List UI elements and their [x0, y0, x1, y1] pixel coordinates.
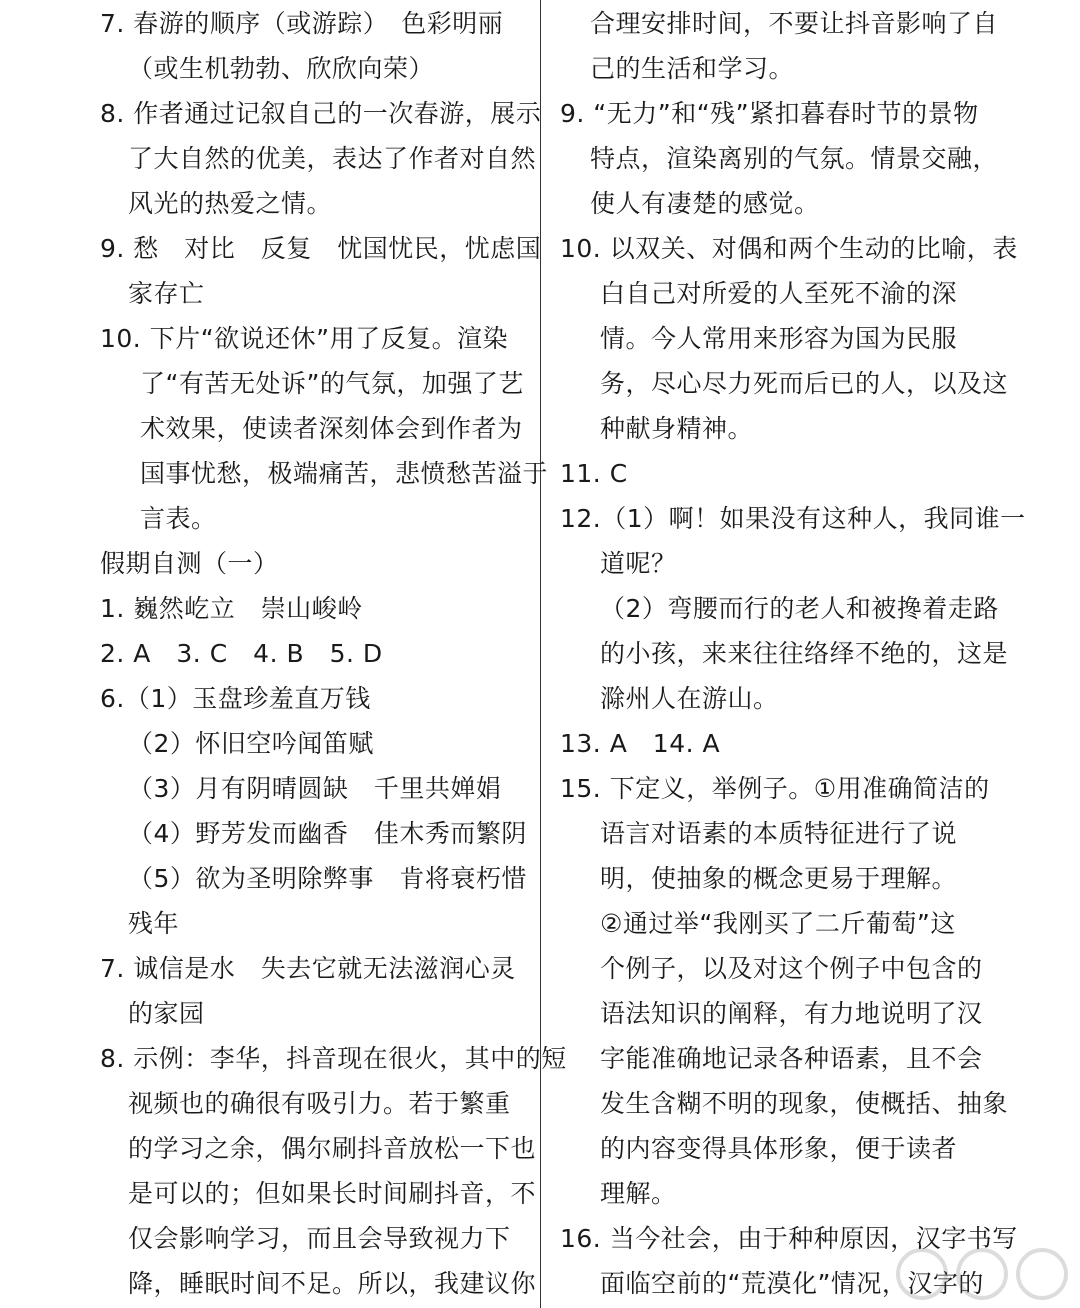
right-line: 种献身精神。: [600, 414, 754, 443]
right-line: 己的生活和学习。: [590, 54, 795, 83]
right-line: 理解。: [600, 1179, 677, 1208]
left-line: （2）怀旧空吟闻笛赋: [128, 729, 374, 758]
right-line: 面临空前的“荒漠化”情况，汉字的: [600, 1269, 984, 1298]
section-heading: 假期自测（一）: [100, 549, 279, 578]
right-line: 明，使抽象的概念更易于理解。: [600, 864, 958, 893]
left-line: 国事忧愁，极端痛苦，悲愤愁苦溢于: [140, 459, 549, 488]
right-line: 15. 下定义，举例子。①用准确简洁的: [560, 774, 990, 803]
right-line: 个例子，以及对这个例子中包含的: [600, 954, 983, 983]
left-line: 10. 下片“欲说还休”用了反复。渲染: [100, 324, 509, 353]
right-line: 13. A 14. A: [560, 729, 721, 758]
left-line: 2. A 3. C 4. B 5. D: [100, 639, 383, 668]
left-line: 视频也的确很有吸引力。若于繁重: [128, 1089, 511, 1118]
left-line: 7. 春游的顺序（或游踪） 色彩明丽: [100, 9, 504, 38]
right-line: 发生含糊不明的现象，使概括、抽象: [600, 1089, 1009, 1118]
left-line: 了“有苦无处诉”的气氛，加强了艺: [140, 369, 524, 398]
left-line: （4）野芳发而幽香 佳木秀而繁阴: [128, 819, 527, 848]
left-line: （5）欲为圣明除弊事 肯将衰朽惜: [128, 864, 527, 893]
right-line: 12.（1）啊！如果没有这种人，我同谁一: [560, 504, 1026, 533]
right-line: 语言对语素的本质特征进行了说: [600, 819, 958, 848]
left-line: 8. 作者通过记叙自己的一次春游，展示: [100, 99, 542, 128]
left-line: 降，睡眠时间不足。所以，我建议你: [128, 1269, 537, 1298]
left-line: 9. 愁 对比 反复 忧国忧民，忧虑国: [100, 234, 542, 263]
left-line: 风光的热爱之情。: [128, 189, 333, 218]
right-line: 11. C: [560, 459, 628, 488]
right-line: 10. 以双关、对偶和两个生动的比喻，表: [560, 234, 1018, 263]
left-line: 的家园: [128, 999, 205, 1028]
right-line: 9. “无力”和“残”紧扣暮春时节的景物: [560, 99, 979, 128]
left-line: 7. 诚信是水 失去它就无法滋润心灵: [100, 954, 516, 983]
right-line: 白自己对所爱的人至死不渝的深: [600, 279, 958, 308]
left-line: （3）月有阴晴圆缺 千里共婵娟: [128, 774, 502, 803]
left-line: 术效果，使读者深刻体会到作者为: [140, 414, 523, 443]
right-line: 特点，渲染离别的气氛。情景交融，: [590, 144, 999, 173]
column-divider: [540, 0, 541, 1308]
right-line: 务，尽心尽力死而后已的人，以及这: [600, 369, 1009, 398]
left-line: 是可以的；但如果长时间刷抖音，不: [128, 1179, 537, 1208]
right-line: 使人有凄楚的感觉。: [590, 189, 820, 218]
right-line: 滁州人在游山。: [600, 684, 779, 713]
left-line: 残年: [128, 909, 180, 938]
left-line: 1. 巍然屹立 崇山峻岭: [100, 594, 363, 623]
left-line: 6.（1）玉盘珍羞直万钱: [100, 684, 371, 713]
right-line: 语法知识的阐释，有力地说明了汉: [600, 999, 983, 1028]
right-line: 的内容变得具体形象，便于读者: [600, 1134, 958, 1163]
right-line: 字能准确地记录各种语素，且不会: [600, 1044, 983, 1073]
right-line: ②通过举“我刚买了二斤葡萄”这: [600, 909, 956, 938]
right-line: 的小孩，来来往往络绎不绝的，这是: [600, 639, 1009, 668]
right-line: 合理安排时间，不要让抖音影响了自: [590, 9, 999, 38]
left-line: 8. 示例：李华，抖音现在很火，其中的短: [100, 1044, 567, 1073]
right-line: 情。今人常用来形容为国为民服: [600, 324, 958, 353]
watermark-logo-icon: [892, 1244, 1072, 1304]
left-line: 的学习之余，偶尔刷抖音放松一下也: [128, 1134, 537, 1163]
left-line: 仅会影响学习，而且会导致视力下: [128, 1224, 511, 1253]
left-line: 家存亡: [128, 279, 205, 308]
left-line: 了大自然的优美，表达了作者对自然: [128, 144, 537, 173]
right-line: 道呢？: [600, 549, 677, 578]
right-line: （2）弯腰而行的老人和被搀着走路: [600, 594, 999, 623]
left-line: 言表。: [140, 504, 217, 533]
left-line: （或生机勃勃、欣欣向荣）: [128, 54, 435, 83]
right-line: 16. 当今社会，由于种种原因，汉字书写: [560, 1224, 1018, 1253]
